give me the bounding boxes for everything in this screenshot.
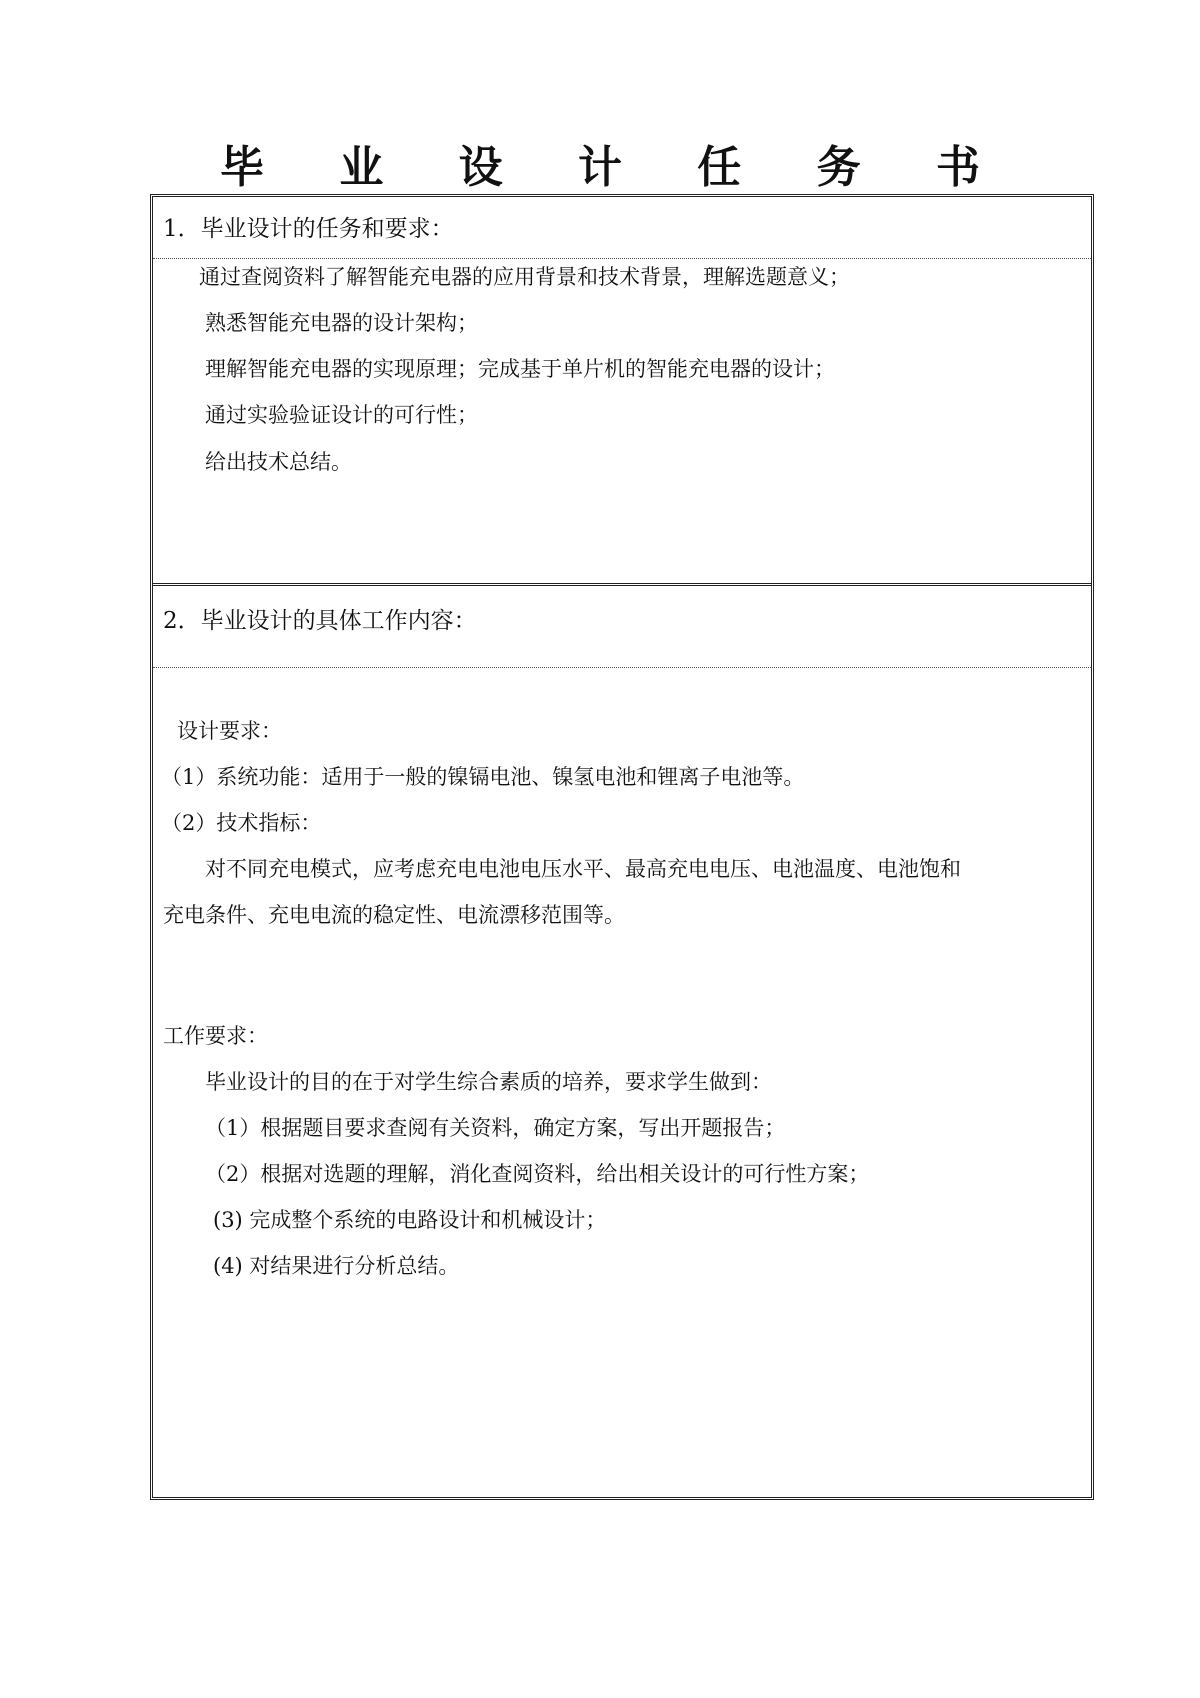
work-item-3: (3) 完成整个系统的电路设计和机械设计； [213, 1208, 607, 1232]
work-requirements-label: 工作要求： [163, 1024, 268, 1048]
tech-paragraph-line-1: 对不同充电模式，应考虑充电电池电压水平、最高充电电压、电池温度、电池饱和 [205, 857, 961, 881]
section-work-content [153, 583, 1091, 1497]
task-line-5: 给出技术总结。 [205, 450, 352, 474]
section2-heading: 2．毕业设计的具体工作内容： [153, 586, 1091, 668]
task-line-4: 通过实验验证设计的可行性； [205, 403, 478, 427]
task-line-3: 理解智能充电器的实现原理；完成基于单片机的智能充电器的设计； [205, 357, 835, 381]
tech-paragraph-line-2: 充电条件、充电电流的稳定性、电流漂移范围等。 [163, 903, 625, 927]
design-item-1: （1）系统功能：适用于一般的镍镉电池、镍氢电池和锂离子电池等。 [161, 765, 805, 789]
section1-heading: 1．毕业设计的任务和要求： [153, 197, 1091, 259]
task-line-2: 熟悉智能充电器的设计架构； [205, 311, 478, 335]
work-item-4: (4) 对结果进行分析总结。 [213, 1254, 460, 1278]
task-line-1: 通过查阅资料了解智能充电器的应用背景和技术背景，理解选题意义； [199, 265, 850, 289]
work-intro: 毕业设计的目的在于对学生综合素质的培养，要求学生做到： [205, 1070, 772, 1094]
design-requirements-label: 设计要求： [177, 719, 282, 743]
design-item-2: （2）技术指标： [161, 811, 322, 835]
work-item-1: （1）根据题目要求查阅有关资料，确定方案，写出开题报告； [205, 1116, 786, 1140]
document-title: 毕 业 设 计 任 务 书 [220, 142, 1010, 193]
task-form-table [150, 194, 1094, 1500]
work-item-2: （2）根据对选题的理解，消化查阅资料，给出相关设计的可行性方案； [205, 1162, 870, 1186]
section-task-requirements [153, 197, 1091, 583]
